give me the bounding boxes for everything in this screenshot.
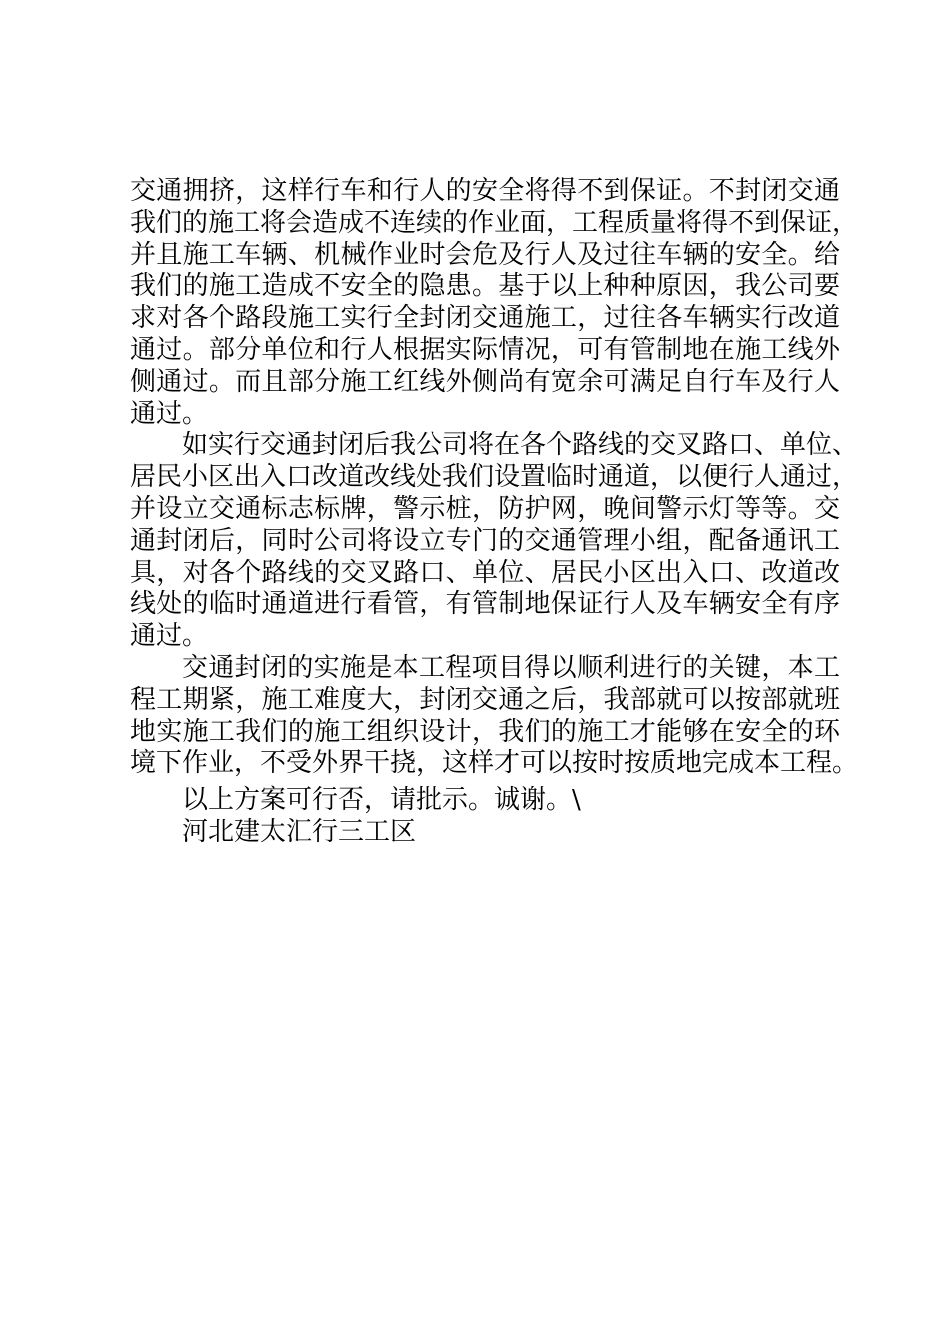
closing-block xyxy=(182,785,581,849)
paragraph-3-line-1: 交通封闭的实施是本工程项目得以顺利进行的关键，本工 xyxy=(182,652,840,683)
closing-request: 以上方案可行否，请批示。诚谢。\ xyxy=(182,785,581,815)
paragraph-2-line-6: 线处的临时通道进行看管，有管制地保证行人及车辆安全有序 xyxy=(130,589,840,620)
paragraph-2-line-5: 具，对各个路线的交叉路口、单位、居民小区出入口、改道改 xyxy=(130,557,840,588)
paragraph-2-line-7: 通过。 xyxy=(130,621,209,652)
paragraph-3-line-2: 程工期紧，施工难度大，封闭交通之后，我部就可以按部就班 xyxy=(130,684,840,715)
signature: 河北建太汇行三工区 xyxy=(182,816,417,847)
paragraph-1-line-1: 交通拥挤，这样行车和行人的安全将得不到保证。不封闭交通 xyxy=(130,176,840,206)
document-body xyxy=(130,176,859,780)
paragraph-2-line-1: 如实行交通封闭后我公司将在各个路线的交叉路口、单位、 xyxy=(182,430,859,461)
paragraph-1-line-7: 侧通过。而且部分施工红线外侧尚有宽余可满足自行车及行人 xyxy=(130,366,840,397)
paragraph-1-line-3: 并且施工车辆、机械作业时会危及行人及过往车辆的安全。给 xyxy=(130,239,840,270)
paragraph-2-line-4: 通封闭后，同时公司将设立专门的交通管理小组，配备通讯工 xyxy=(130,525,840,556)
paragraph-2-line-3: 并设立交通标志标牌，警示桩，防护网，晚间警示灯等等。交 xyxy=(130,493,840,524)
paragraph-3-line-3: 地实施工我们的施工组织设计，我们的施工才能够在安全的环 xyxy=(130,716,840,747)
paragraph-3-line-4: 境下作业，不受外界干挠，这样才可以按时按质地完成本工程。 xyxy=(130,748,859,779)
paragraph-1-line-6: 通过。部分单位和行人根据实际情况，可有管制地在施工线外 xyxy=(130,334,840,365)
paragraph-1-line-2: 我们的施工将会造成不连续的作业面，工程质量将得不到保证， xyxy=(130,207,859,238)
paragraph-2-line-2: 居民小区出入口改道改线处我们设置临时通道，以便行人通过， xyxy=(130,462,859,493)
paragraph-1-line-5: 求对各个路段施工实行全封闭交通施工，过往各车辆实行改道 xyxy=(130,303,840,334)
paragraph-1-line-4: 我们的施工造成不安全的隐患。基于以上种种原因，我公司要 xyxy=(130,271,840,302)
paragraph-1-line-8: 通过。 xyxy=(130,398,209,429)
